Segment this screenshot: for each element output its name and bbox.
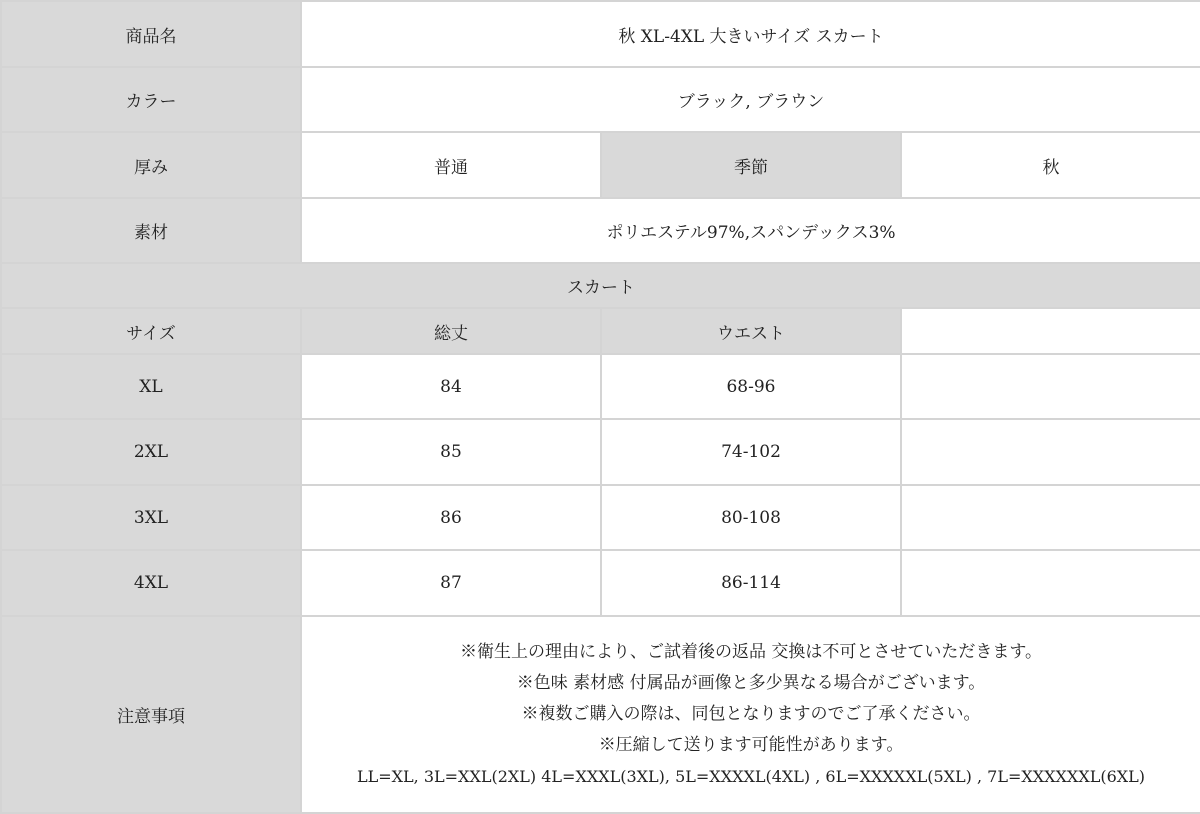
size-header: サイズ [1,308,301,354]
waist-cell: 74-102 [601,419,901,485]
color-row [1,67,1200,132]
thickness-value: 普通 [301,132,601,198]
material-row [1,198,1200,263]
material-label: 素材 [1,198,301,263]
size-cell: 4XL [1,550,301,616]
size-row [1,354,1200,419]
product-name-row [1,1,1200,67]
notes-line: ※色味 素材感 付属品が画像と多少異なる場合がございます。 [516,673,986,693]
length-cell: 86 [301,485,601,550]
thickness-season-row [1,132,1200,198]
season-label: 季節 [601,132,901,198]
waist-cell: 86-114 [601,550,901,616]
extra-cell [901,550,1200,616]
size-section-title: スカート [1,263,1200,308]
extra-cell [901,419,1200,485]
length-cell: 87 [301,550,601,616]
season-value: 秋 [901,132,1200,198]
size-row [1,419,1200,485]
size-cell: 2XL [1,419,301,485]
extra-cell [901,485,1200,550]
notes-content [301,616,1200,813]
product-name-value: 秋 XL-4XL 大きいサイズ スカート [301,1,1200,67]
notes-row [1,616,1200,813]
size-row [1,550,1200,616]
length-cell: 85 [301,419,601,485]
waist-header: ウエスト [601,308,901,354]
thickness-label: 厚み [1,132,301,198]
size-cell: XL [1,354,301,419]
color-value: ブラック, ブラウン [301,67,1200,132]
length-header: 総丈 [301,308,601,354]
size-conversion-line: LL=XL, 3L=XXL(2XL) 4L=XXXL(3XL), 5L=XXXXL(4XL) , 6L=XXXXXL(5XL) , 7L=XXXXXXL(6XL) [357,767,1146,786]
size-section-row [1,263,1200,308]
size-header-row [1,308,1200,354]
product-name-label: 商品名 [1,1,301,67]
size-row [1,485,1200,550]
notes-label: 注意事項 [1,616,301,813]
extra-header [901,308,1200,354]
length-cell: 84 [301,354,601,419]
color-label: カラー [1,67,301,132]
waist-cell: 68-96 [601,354,901,419]
notes-line: ※圧縮して送ります可能性があります。 [598,735,904,755]
waist-cell: 80-108 [601,485,901,550]
extra-cell [901,354,1200,419]
notes-line: ※衛生上の理由により、ご試着後の返品 交換は不可とさせていただきます。 [459,642,1043,662]
size-cell: 3XL [1,485,301,550]
notes-line: ※複数ご購入の際は、同包となりますのでご了承ください。 [521,704,981,724]
material-value: ポリエステル97%,スパンデックス3% [301,198,1200,263]
